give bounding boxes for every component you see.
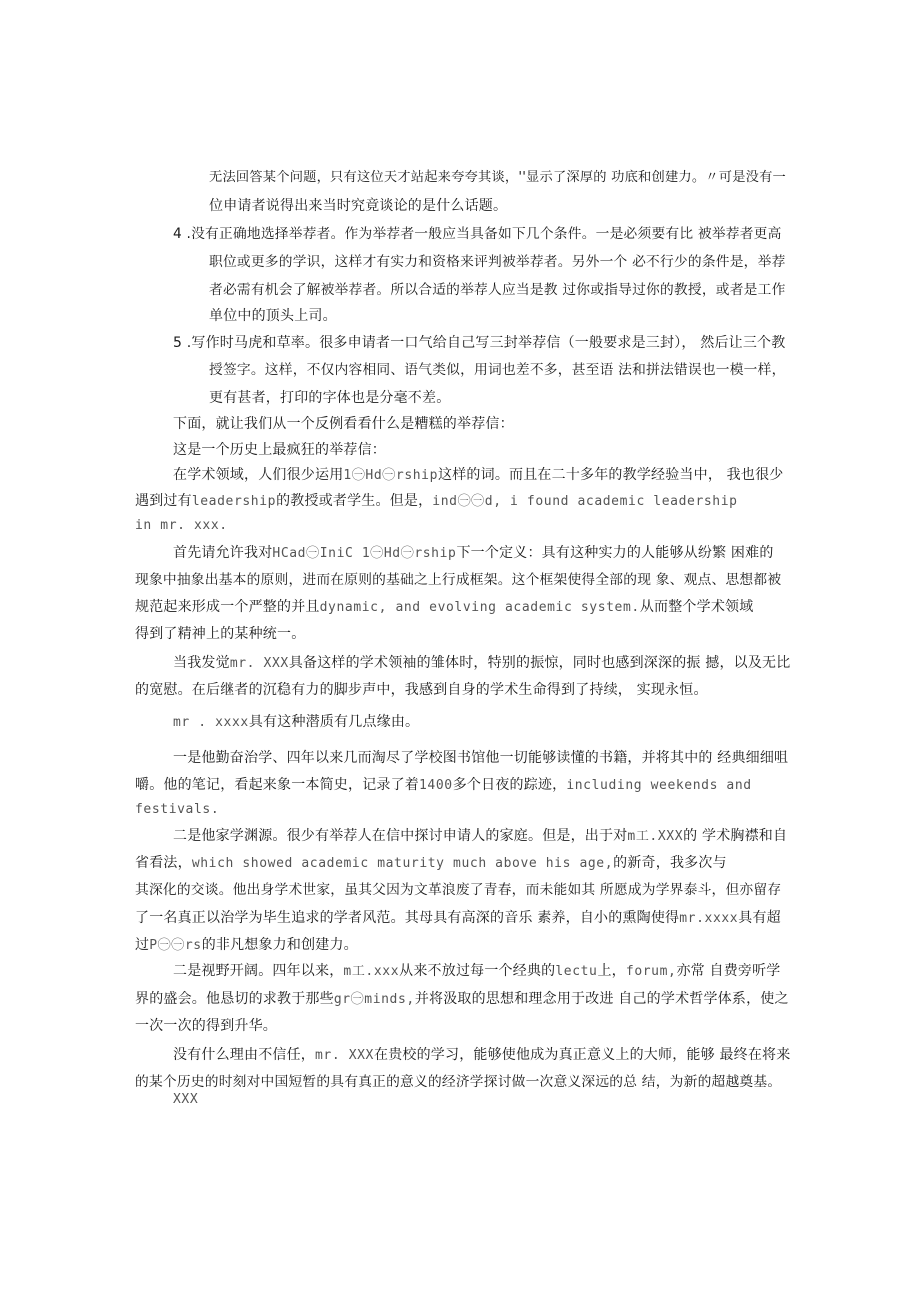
text-run: 首先请允许我对: [173, 545, 273, 561]
text-run: 没有什么理由不信任，: [173, 1047, 315, 1063]
text-line: 位申请者说得出来当时究竟谈论的是什么话题。: [209, 198, 508, 214]
text-run: 从而整个学术领域: [639, 599, 754, 615]
text-run: 上，: [597, 963, 626, 979]
text-line: 的某个历史的时刻对中国短暂的具有真正的意义的经济学探讨做一次意义深远的总 结，为新的超越奠基。: [135, 1074, 782, 1090]
text-run-latin: mr. XXX: [229, 656, 289, 671]
text-line: 者必需有机会了解被举荐者。所以合适的举荐人应当是教 过你或指导过你的教授，或者是工作: [209, 282, 786, 298]
text-run: 亦常 自费旁听学: [676, 963, 781, 979]
paragraph-line: [173, 961, 781, 982]
text-run: 在学术领域，人们很少运用: [173, 467, 344, 483]
text-run: 这样的词。而且在二十多年的教学经验当中， 我也很少: [438, 467, 784, 483]
text-run-latin: m工.XXX: [627, 829, 684, 844]
text-run-latin: dynamic, and evolving academic system.: [319, 600, 640, 615]
text-run-latin: in mr. xxx.: [135, 518, 228, 533]
text-run-latin: including weekends and: [566, 778, 752, 793]
text-line: 得到了精神上的某种统一。: [135, 626, 306, 642]
text-run-latin: mr. XXX: [315, 1048, 374, 1063]
paragraph-line: [135, 908, 781, 929]
text-run: 具有超: [738, 910, 781, 926]
text-run-latin: 1㊀Hd㊀rship: [343, 468, 439, 483]
text-run: 二是视野开阔。四年以来，: [173, 963, 344, 979]
text-line: 下面，就让我们从一个反例看看什么是糟糕的举荐信：: [173, 416, 514, 432]
text-run: 嚼。他的笔记，看起来象一本简史，记录了着: [135, 777, 419, 793]
text-line: 一次一次的得到升华。: [135, 1018, 277, 1034]
paragraph-line: [135, 775, 752, 796]
text-run-latin: lectu: [555, 964, 598, 979]
text-run-latin: mr . xxxx: [173, 715, 249, 730]
text-run-latin: HCad㊀InіC 1㊀Hd㊀rship: [272, 546, 457, 561]
text-run: 下一个定义：具有这种实力的人能够从纷繁 困难的: [456, 545, 774, 561]
text-run: 二是他家学渊源。很少有举荐人在信中探讨申请人的家庭。但是，出于对: [173, 828, 628, 844]
paragraph-line: [173, 1045, 790, 1066]
text-line: 授签字。这样，不仅内容相同、语气类似，用词也差不多，甚至语 法和拼法错误也一模一样，: [209, 362, 786, 378]
text-run: 的非凡想象力和创建力。: [201, 937, 358, 953]
paragraph-line: [135, 491, 738, 512]
text-run: 多个日夜的踪迹，: [452, 777, 567, 793]
text-run: 遇到过有: [135, 493, 192, 509]
list-item-4: 4 .没有正确地选择举荐者。作为举荐者一般应当具备如下几个条件。一是必须要有比 被举荐者更高: [173, 226, 782, 242]
paragraph-line: [135, 935, 358, 956]
paragraph-line: [135, 989, 789, 1010]
paragraph-line: [173, 712, 419, 733]
text-run-latin: forum,: [625, 964, 677, 979]
text-run: 规范起来形成一个严整的并且: [135, 599, 320, 615]
text-line: 一是他勤奋治学、四年以来几而淘尽了学校图书馆他一切能够读懂的书籍，并将其中的 经典细细咀: [173, 750, 789, 766]
text-run: 从来不放过每一个经典的: [399, 963, 556, 979]
text-run: 省看法，: [135, 855, 192, 871]
text-run: 在贵校的学习，能够使他成为真正意义上的大师，能够 最终在将来: [374, 1047, 791, 1063]
paragraph-line: [173, 543, 774, 564]
text-run: 的新奇，我多次与: [613, 855, 727, 871]
text-run-latin: gr㊀minds,: [333, 992, 415, 1007]
text-run: 具备这样的学术领袖的雏体时，特别的振惊，同时也感到深深的振 撼，以及无比: [288, 655, 791, 671]
text-run-latin: mr.xxxx: [679, 911, 739, 926]
paragraph-line: [135, 853, 727, 874]
text-run: 界的盛会。他恳切的求教于那些: [135, 991, 334, 1007]
paragraph-line: [173, 465, 783, 486]
signature-line: XXX: [173, 1092, 199, 1107]
paragraph-line: [135, 515, 228, 536]
text-run-latin: which showed academic maturity much above his age,: [191, 856, 614, 871]
text-run-latin: 1400: [419, 778, 453, 793]
text-line: 单位中的顶头上司。: [209, 308, 337, 324]
text-run-latin: festivals.: [135, 802, 220, 817]
text-run: 当我发觉: [173, 655, 230, 671]
paragraph-line: [135, 597, 753, 618]
list-item-5: 5 .写作时马虎和草率。很多申请者一口气给自己写三封举荐信（一般要求是三封）， 然后让三个教: [173, 335, 786, 351]
text-run-latin: P㊀㊀rs: [149, 938, 202, 953]
text-line: 的宽慰。在后继者的沉稳有力的脚步声中，我感到自身的学术生命得到了持续， 实现永恒。: [135, 682, 708, 698]
text-run: 的教授或者学生。但是，: [276, 493, 433, 509]
text-line: 更有甚者，打印的字体也是分毫不差。: [209, 390, 451, 406]
text-run-latin: ind㊀㊀d, i found academic leadership: [432, 494, 738, 509]
paragraph-line: [135, 799, 219, 820]
text-line: 职位或更多的学识，这样才有实力和资格来评判被举荐者。另外一个 必不行少的条件是，举荐: [209, 254, 786, 270]
paragraph-line: [173, 826, 787, 847]
text-line: 现象中抽象出基本的原则，进而在原则的基础之上行成框架。这个框架使得全部的现 象、观点、思想都被: [135, 572, 782, 588]
text-run: 了一名真正以治学为毕生追求的学者风范。其母具有高深的音乐 素养，自小的熏陶使得: [135, 910, 680, 926]
text-run-latin: leadership: [191, 494, 277, 509]
text-run: 具有这种潜质有几点缘由。: [248, 714, 420, 730]
text-line: 这是一个历史上最疯狂的举荐信：: [173, 442, 386, 458]
paragraph-line: [173, 653, 790, 674]
text-line: 无法回答某个问题，只有这位天才站起来夸夸其谈，''显示了深厚的 功底和创建力。〃可是没有一: [209, 170, 787, 185]
text-run: 并将汲取的思想和理念用于改进 自己的学术哲学体系，使之: [414, 991, 789, 1007]
text-run: 的 学术胸襟和自: [683, 828, 788, 844]
text-run: 过: [135, 937, 150, 953]
text-run-latin: m工.xxx: [343, 964, 400, 979]
text-line: 其深化的交谈。他出身学术世家，虽其父因为文革浪废了青春，而未能如其 所愿成为学界泰斗，但亦留存: [135, 882, 782, 898]
